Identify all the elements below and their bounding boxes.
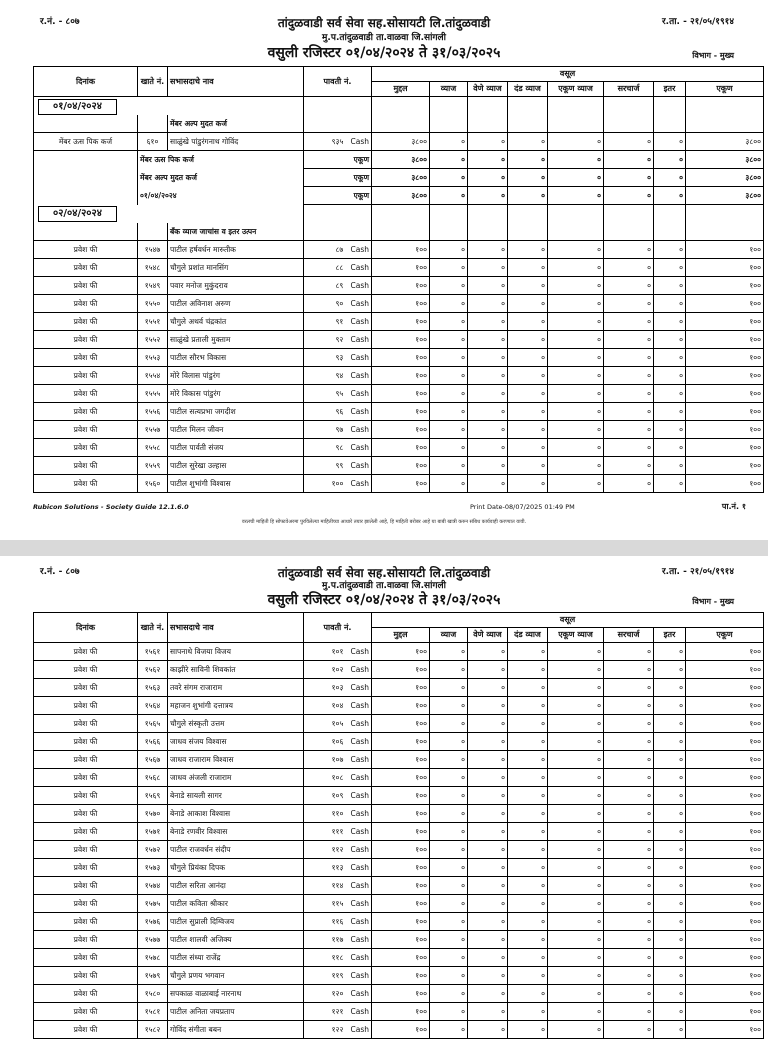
col-principal: मुद्दल (372, 82, 430, 97)
society-name: तांदुळवाडी सर्व सेवा सह.सोसायटी लि.तांदुळवाडी (277, 566, 491, 580)
table-row: प्रवेश फी १५५५ मोरे विकास पांडुरंग ९५ Cash १०० ० ० ० ० ० ० १०० (34, 385, 764, 403)
col-principal: मुद्दल (372, 628, 430, 643)
date-header-1: ०१/०४/२०२४ (38, 99, 117, 115)
page-separator (0, 540, 768, 556)
col-total: एकूण (686, 628, 764, 643)
table-row: प्रवेश फी १५६६ जाधव संजय विश्वास १०६ Cash १०० ० ० ० ० ० ० १०० (34, 733, 764, 751)
recovery-table (33, 612, 764, 1039)
table-row: प्रवेश फी १५७३ चौगुले प्रियंका दिपक ११३ Cash १०० ० ० ० ० ० ० १०० (34, 859, 764, 877)
table-row: प्रवेश फी १५७९ चौगुले प्रणय भगवान ११९ Cash १०० ० ० ० ० ० ० १०० (34, 967, 764, 985)
table-row: प्रवेश फी १५८२ गोविंद संगीता बबन १२२ Cash १०० ० ० ० ० ० ० १०० (34, 1021, 764, 1039)
software-name: Rubicon Solutions - Society Guide 12.1.6.0 (33, 503, 189, 511)
col-late-interest: वेणे व्याज (468, 628, 508, 643)
table-row: प्रवेश फी १५७७ पाटील शालवी अजिक्य ११७ Cash १०० ० ० ० ० ० ० १०० (34, 931, 764, 949)
recovery-table (33, 66, 764, 493)
table-row: प्रवेश फी १५६३ तवरे संगम राजाराम १०३ Cash १०० ० ० ० ० ० ० १०० (34, 679, 764, 697)
col-receipt-no: पावती नं. (304, 613, 372, 643)
society-name: तांदुळवाडी सर्व सेवा सह.सोसायटी लि.तांदुळवाडी (277, 16, 491, 30)
col-total-interest: एकूण व्याज (548, 628, 604, 643)
col-other: इतर (654, 82, 686, 97)
col-interest: व्याज (430, 82, 468, 97)
table-row: प्रवेश फी १५५१ चौगुले अथर्व चंद्रकांत ९१ Cash १०० ० ० ० ० ० ० १०० (34, 313, 764, 331)
col-receipt-no: पावती नं. (304, 67, 372, 97)
print-date: Print Date-08/07/2025 01:49 PM (470, 503, 575, 511)
date-total-row: ०१/०४/२०२४ एकूण ३८०० ० ० ० ० ० ० ३८०० (34, 187, 764, 205)
table-row: प्रवेश फी १५५० पाटील अविनाश अरुण ९० Cash १०० ० ० ० ० ० ० १०० (34, 295, 764, 313)
table-row: प्रवेश फी १५५८ पाटील पार्वती संजय ९८ Cash १०० ० ० ० ० ० ० १०० (34, 439, 764, 457)
table-row: प्रवेश फी १५७८ पाटील संध्या राजेंद्र ११८ Cash १०० ० ० ० ० ० ० १०० (34, 949, 764, 967)
subtotal-row: मेंबर अल्प मुदत कर्ज एकूण ३८०० ० ० ० ० ० ० ३८०० (34, 169, 764, 187)
page-number: पा.नं. १ (721, 502, 746, 511)
table-row: प्रवेश फी १५६१ सापनाथे विजया विजय १०१ Cash १०० ० ० ० ० ० ० १०० (34, 643, 764, 661)
table-row: प्रवेश फी १५४९ पवार मनोज मुकुंदराव ८९ Cash १०० ० ० ० ० ० ० १०० (34, 277, 764, 295)
table-row: प्रवेश फी १५६२ काझीरे साविनी शिवकांत १०२ Cash १०० ० ० ० ० ० ० १०० (34, 661, 764, 679)
col-surcharge: सरचार्ज (604, 82, 654, 97)
table-row: प्रवेश फी १५७५ पाटील कविता श्रीकार ११५ Cash १०० ० ० ० ० ० ० १०० (34, 895, 764, 913)
register-page-2 (0, 556, 768, 1034)
col-member-name: सभासदाचे नाव (168, 67, 304, 97)
col-recovery: वसूल (372, 67, 764, 82)
table-row: प्रवेश फी १५५२ साळुंखे प्रताली मुक्ताम ९२ Cash १०० ० ० ० ० ० ० १०० (34, 331, 764, 349)
disclaimer-text: वरलची माहिती हि सोफ्टवेअरमा पुरविलेल्या माहितीच्या आधारे तयार झालेली आहे, हि माहिती बरोबर आहे या बाबी खात्री करुन संबिध कार्यवाही करण्यात यावी. (241, 519, 527, 525)
table-row: प्रवेश फी १५७६ पाटील सुप्राली दिग्विजय ११६ Cash १०० ० ० ० ० ० ० १०० (34, 913, 764, 931)
col-account-no: खाते नं. (138, 613, 168, 643)
col-date: दिनांक (34, 67, 138, 97)
subtotal-row: मेंबर ऊस पिक कर्ज एकूण ३८०० ० ० ० ० ० ० ३८०० (34, 151, 764, 169)
table-row: प्रवेश फी १५५३ पाटील सौरभ विकास ९३ Cash १०० ० ० ० ० ० ० १०० (34, 349, 764, 367)
col-surcharge: सरचार्ज (604, 628, 654, 643)
col-total-interest: एकूण व्याज (548, 82, 604, 97)
table-row: प्रवेश फी १५५६ पाटील सत्यप्रभा जगदीश ९६ Cash १०० ० ० ० ० ० ० १०० (34, 403, 764, 421)
col-interest: व्याज (430, 628, 468, 643)
col-date: दिनांक (34, 613, 138, 643)
table-row: प्रवेश फी १५६४ महाजन शुभांगी दत्तात्रय १०४ Cash १०० ० ० ० ० ० ० १०० (34, 697, 764, 715)
table-row: प्रवेश फी १५८० सपकाळ वाळाबाई नारनाथ १२० Cash १०० ० ० ० ० ० ० १०० (34, 985, 764, 1003)
col-account-no: खाते नं. (138, 67, 168, 97)
col-recovery: वसूल (372, 613, 764, 628)
department-label: विभाग - मुख्य (692, 51, 734, 60)
table-row: प्रवेश फी १५६० पाटील शुभांगी विश्वास १०० Cash १०० ० ० ० ० ० ० १०० (34, 475, 764, 493)
registration-date: र.ता. - २१/०५/१९१४ (662, 567, 734, 577)
society-address: मु.प.तांदुळवाडी ता.वाळवा जि.सांगली (322, 581, 446, 591)
table-row: प्रवेश फी १५५७ पाटील मिलन जीवन ९७ Cash १०० ० ० ० ० ० ० १०० (34, 421, 764, 439)
table-row: प्रवेश फी १५५९ पाटील सुरेखा उल्हास ९९ Cash १०० ० ० ० ० ० ० १०० (34, 457, 764, 475)
table-row: प्रवेश फी १५४८ चौगुले प्रशांत मानसिंग ८८ Cash १०० ० ० ० ० ० ० १०० (34, 259, 764, 277)
date-header-2: ०२/०४/२०२४ (38, 206, 117, 222)
table-row: प्रवेश फी १५७० बेनाडे आकाश विश्वास ११० Cash १०० ० ० ० ० ० ० १०० (34, 805, 764, 823)
col-member-name: सभासदाचे नाव (168, 613, 304, 643)
table-row: मेंबर ऊस पिक कर्ज ६१० साळुंखे पांडुरंगनाथ गोविंद ९३५ Cash ३८०० ० ० ० ० ० ० ३८०० (34, 133, 764, 151)
col-total: एकूण (686, 82, 764, 97)
registration-number: र.नं. - ८०७ (40, 17, 80, 27)
table-row: प्रवेश फी १५७४ पाटील सरिता आनंदा ११४ Cash १०० ० ० ० ० ० ० १०० (34, 877, 764, 895)
col-late-interest: वेणे व्याज (468, 82, 508, 97)
table-row: प्रवेश फी १५६५ चौगुले संस्कृती उत्तम १०५ Cash १०० ० ० ० ० ० ० १०० (34, 715, 764, 733)
table-row: प्रवेश फी १५७२ पाटील राजवर्धन संदीप ११२ Cash १०० ० ० ० ० ० ० १०० (34, 841, 764, 859)
registration-number: र.नं. - ८०७ (40, 567, 80, 577)
table-row: प्रवेश फी १५६७ जाधव राजाराम विश्वास १०७ Cash १०० ० ० ० ० ० ० १०० (34, 751, 764, 769)
group-label-short-term-loan: मेंबर अल्प मुदत कर्ज (168, 115, 304, 133)
col-penal-interest: दंड व्याज (508, 82, 548, 97)
table-row: प्रवेश फी १५८१ पाटील अनिता जयप्रताप १२१ Cash १०० ० ० ० ० ० ० १०० (34, 1003, 764, 1021)
group-label-other-income: बँक व्याज जाचांस व इतर उत्पन (168, 223, 304, 241)
table-row: प्रवेश फी १५५४ मोरे विलास पांडुरंग ९४ Cash १०० ० ० ० ० ० ० १०० (34, 367, 764, 385)
table-header (34, 613, 764, 643)
col-penal-interest: दंड व्याज (508, 628, 548, 643)
department-label: विभाग - मुख्य (692, 597, 734, 606)
register-title: वसुली रजिस्टर ०१/०४/२०२४ ते ३१/०३/२०२५ (267, 592, 501, 608)
table-header (34, 67, 764, 97)
register-title: वसुली रजिस्टर ०१/०४/२०२४ ते ३१/०३/२०२५ (267, 45, 501, 61)
table-row: प्रवेश फी १५४७ पाटील हर्षवर्धन मारुतीक ८७ Cash १०० ० ० ० ० ० ० १०० (34, 241, 764, 259)
society-address: मु.प.तांदुळवाडी ता.वाळवा जि.सांगली (322, 33, 446, 43)
registration-date: र.ता. - २१/०५/१९१४ (662, 17, 734, 27)
table-row: प्रवेश फी १५६८ जाधव अंजली राजाराम १०८ Cash १०० ० ० ० ० ० ० १०० (34, 769, 764, 787)
table-row: प्रवेश फी १५६९ बेनाडे सायली सागर १०९ Cash १०० ० ० ० ० ० ० १०० (34, 787, 764, 805)
table-row: प्रवेश फी १५७१ बेनाडे रणवीर विश्वास १११ Cash १०० ० ० ० ० ० ० १०० (34, 823, 764, 841)
col-other: इतर (654, 628, 686, 643)
